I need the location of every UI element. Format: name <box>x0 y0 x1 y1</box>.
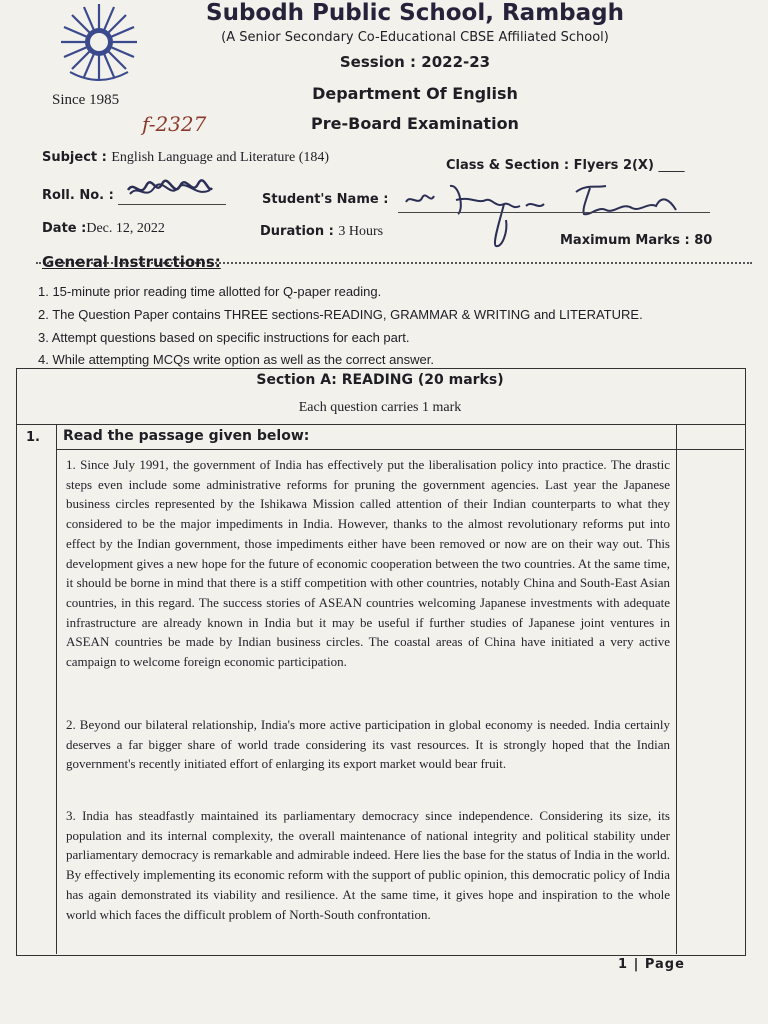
school-logo <box>50 2 148 90</box>
instruction-item: 2. The Question Paper contains THREE sections-READING, GRAMMAR & WRITING and LITERATURE. <box>38 307 643 322</box>
student-name-underline <box>398 212 710 213</box>
student-name-field <box>262 192 388 207</box>
max-marks-value: 80 <box>694 233 713 248</box>
subject-field <box>42 150 329 166</box>
passage-paragraph-1: 1. Since July 1991, the government of India has effectively put the liberalisation policy into practice. The drastic steps even include some administrative reforms for pruning the government agencies. Last year the Japanese business circles represented by the Ishikawa Mission called attention of their Indian counterparts to what they considered to be the major impediments in India. However, thanks to the almost revolutionary reforms put into effect by the Indian government, those impediments either have been removed or now are on their way out. This development gives a new hope for the future of economic cooperation between the two countries. At the same time, it should be borne in mind that there is a stiff competition with other countries, notably China and South-East Asian countries, in this regard. The success stories of ASEAN countries welcoming Japanese investments with adequate infrastructure are already known in India but it may be useful if further studies of Japanese joint ventures in ASEAN countries be made by Indian business circles. The coastal areas of China have initiated a very active campaign to welcome foreign economic participation. <box>66 457 670 670</box>
section-title: Section A: READING (20 marks) <box>256 372 504 388</box>
passage-paragraph-3: 3. India has steadfastly maintained its parliamentary democracy since independence. Considering its size, its population and its internal complexity, the overall maintenance of national integrity and political stability under parliamentary democracy is remarkable and admirable indeed. Here lies the base for the status of India in the world. By effectively implementing its economic reform with the support of public opinion, this democratic policy of India has again demonstrated its viability and resilience. At the same time, it gives hope and inspiration to the whole world which faces the difficult problem of North-South confrontation. <box>66 808 670 922</box>
date-label: Date : <box>42 221 87 236</box>
exam-title: Pre-Board Examination <box>311 114 519 133</box>
school-affiliation: (A Senior Secondary Co-Educational CBSE Affiliated School) <box>221 30 609 45</box>
instruction-item: 4. While attempting MCQs write option as well as the correct answer. <box>38 352 434 367</box>
question-title-divider <box>56 449 744 450</box>
student-name-label: Student's Name : <box>262 192 389 207</box>
date-value: Dec. 12, 2022 <box>86 221 165 236</box>
subject-label: Subject : <box>42 150 107 165</box>
duration-label: Duration : <box>260 224 334 239</box>
department: Department Of English <box>312 84 518 103</box>
school-name: Subodh Public School, Rambagh <box>206 0 624 26</box>
class-field: Class & Section : Flyers 2(X) ____ <box>446 158 685 173</box>
roll-number-scribble <box>126 178 214 200</box>
subject-value: English Language and Literature (184) <box>111 150 330 165</box>
max-marks-field <box>560 233 712 248</box>
question-right-column-divider <box>676 424 677 954</box>
duration-field <box>260 224 383 240</box>
since-year: Since 1985 <box>52 92 120 108</box>
max-marks-label: Maximum Marks : <box>560 233 690 248</box>
instruction-item: 1. 15-minute prior reading time allotted for Q-paper reading. <box>38 284 382 299</box>
question-number-column-divider <box>56 424 57 954</box>
question-number: 1. <box>26 430 40 445</box>
session: Session : 2022-23 <box>339 53 491 71</box>
roll-field <box>42 188 114 203</box>
duration-value: 3 Hours <box>338 224 384 239</box>
page-number: 1 | Page <box>618 957 685 972</box>
general-instructions-title: General Instructions: <box>42 253 221 271</box>
roll-label: Roll. No. : <box>42 188 114 203</box>
instruction-item: 3. Attempt questions based on specific instructions for each part. <box>38 330 410 345</box>
handwritten-code: f-2327 <box>142 112 207 136</box>
section-subtitle: Each question carries 1 mark <box>298 400 462 415</box>
passage-paragraph-2: 2. Beyond our bilateral relationship, India's more active participation in global economy is needed. India certainly deserves a far bigger share of world trade considering its vast resources. It is strongly hoped that the Indian government's recently initiated effort of enlarging its export market would bear fruit. <box>66 717 670 772</box>
roll-underline <box>118 204 226 205</box>
question-title: Read the passage given below: <box>63 428 310 444</box>
class-value: Flyers 2(X) <box>573 158 654 173</box>
class-label: Class & Section : <box>446 158 570 173</box>
date-field <box>42 221 165 237</box>
